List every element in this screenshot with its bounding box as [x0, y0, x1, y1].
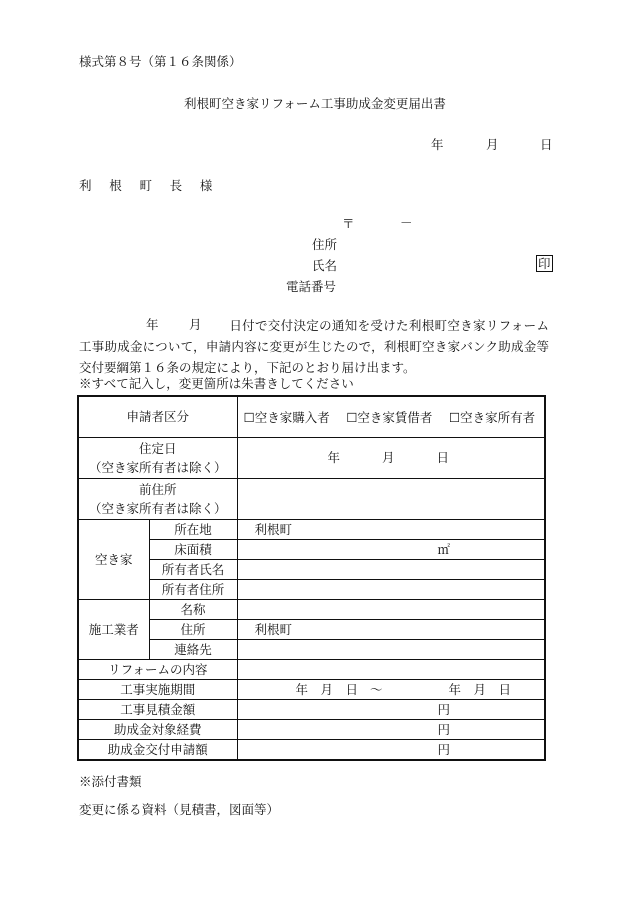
- ct-contact-label: 連絡先: [149, 640, 237, 660]
- ct-contact-field[interactable]: [237, 640, 545, 660]
- estimate-field[interactable]: [237, 700, 545, 720]
- date-day-label: 日: [540, 137, 553, 152]
- applicant-type-options[interactable]: ☐空き家購入者 ☐空き家賃借者 ☐空き家所有者: [237, 396, 545, 438]
- residence-date-title: 住定日: [139, 441, 177, 456]
- previous-address-field[interactable]: [237, 479, 545, 520]
- rd-year: 年: [327, 450, 341, 465]
- addressee: 利 根 町 長 様: [79, 178, 220, 193]
- ct-address-label: 住所: [149, 620, 237, 640]
- period-start: 年 月 日: [295, 681, 359, 697]
- grant-request-field[interactable]: [237, 740, 545, 761]
- attachments-label: ※添付書類: [79, 774, 142, 789]
- eligible-cost-label: 助成金対象経費: [78, 720, 237, 740]
- reform-content-label: リフォームの内容: [78, 660, 237, 680]
- vh-location-field[interactable]: 利根町: [237, 520, 545, 540]
- form-number: 様式第８号（第１６条関係）: [79, 54, 242, 69]
- body-paragraph-text: 日付で交付決定の通知を受けた利根町空き家リフォーム工事助成金について，申請内容に変更が生じたので，利根町空き家バンク助成金等交付要綱第１６条の規定により，下記のとおり届け出ます。: [79, 318, 549, 375]
- vh-owner-name-label: 所有者氏名: [149, 560, 237, 580]
- para-month: 月: [189, 317, 202, 332]
- ct-name-field[interactable]: [237, 600, 545, 620]
- previous-address-label: [78, 479, 237, 520]
- date-month-label: 月: [486, 137, 499, 152]
- estimate-yen: 円: [437, 701, 451, 717]
- rd-month: 月: [382, 450, 395, 465]
- period-tilde: ～: [370, 681, 383, 697]
- residence-date-field[interactable]: [237, 438, 545, 479]
- residence-date-label: [78, 438, 237, 479]
- body-paragraph: [79, 315, 549, 378]
- attachments-text: 変更に係る資料（見積書，図面等）: [79, 802, 280, 817]
- vh-owner-address-label: 所有者住所: [149, 580, 237, 600]
- vh-location-label: 所在地: [149, 520, 237, 540]
- previous-address-title: 前住所: [139, 482, 177, 497]
- applicant-type-label: 申請者区分: [78, 396, 237, 438]
- eligible-cost-field[interactable]: [237, 720, 545, 740]
- ct-name-label: 名称: [149, 600, 237, 620]
- rd-day: 日: [436, 450, 450, 465]
- address-label: 住所: [312, 237, 338, 252]
- seal-mark: 印: [538, 256, 551, 271]
- grant-request-yen: 円: [437, 741, 451, 757]
- construction-period-label: 工事実施期間: [78, 680, 237, 700]
- vh-floor-area-label: 床面積: [149, 540, 237, 560]
- contractor-label: 施工業者: [78, 600, 149, 660]
- estimate-label: 工事見積金額: [78, 700, 237, 720]
- square-meter-unit: ㎡: [437, 541, 451, 557]
- grant-request-label: 助成金交付申請額: [78, 740, 237, 761]
- fill-instruction-note: ※すべて記入し，変更箇所は朱書きしてください: [79, 376, 354, 391]
- construction-period-field[interactable]: [237, 680, 545, 700]
- postal-dash: －: [400, 215, 413, 230]
- application-table: [77, 395, 546, 761]
- reform-content-field[interactable]: [237, 660, 545, 680]
- vh-owner-name-field[interactable]: [237, 560, 545, 580]
- vh-owner-address-field[interactable]: [237, 580, 545, 600]
- ct-address-field[interactable]: 利根町: [237, 620, 545, 640]
- name-label: 氏名: [312, 258, 338, 273]
- para-year: 年: [146, 317, 159, 332]
- period-end: 年 月 日: [448, 681, 512, 697]
- vh-floor-area-field[interactable]: [237, 540, 545, 560]
- residence-date-note: （空き家所有者は除く）: [89, 460, 227, 475]
- previous-address-note: （空き家所有者は除く）: [89, 501, 227, 516]
- phone-label: 電話番号: [286, 279, 337, 294]
- date-year-label: 年: [431, 137, 444, 152]
- vacant-house-label: 空き家: [78, 520, 149, 600]
- postal-mark: 〒: [342, 216, 355, 231]
- document-title: 利根町空き家リフォーム工事助成金変更届出書: [184, 96, 446, 111]
- eligible-cost-yen: 円: [437, 721, 451, 737]
